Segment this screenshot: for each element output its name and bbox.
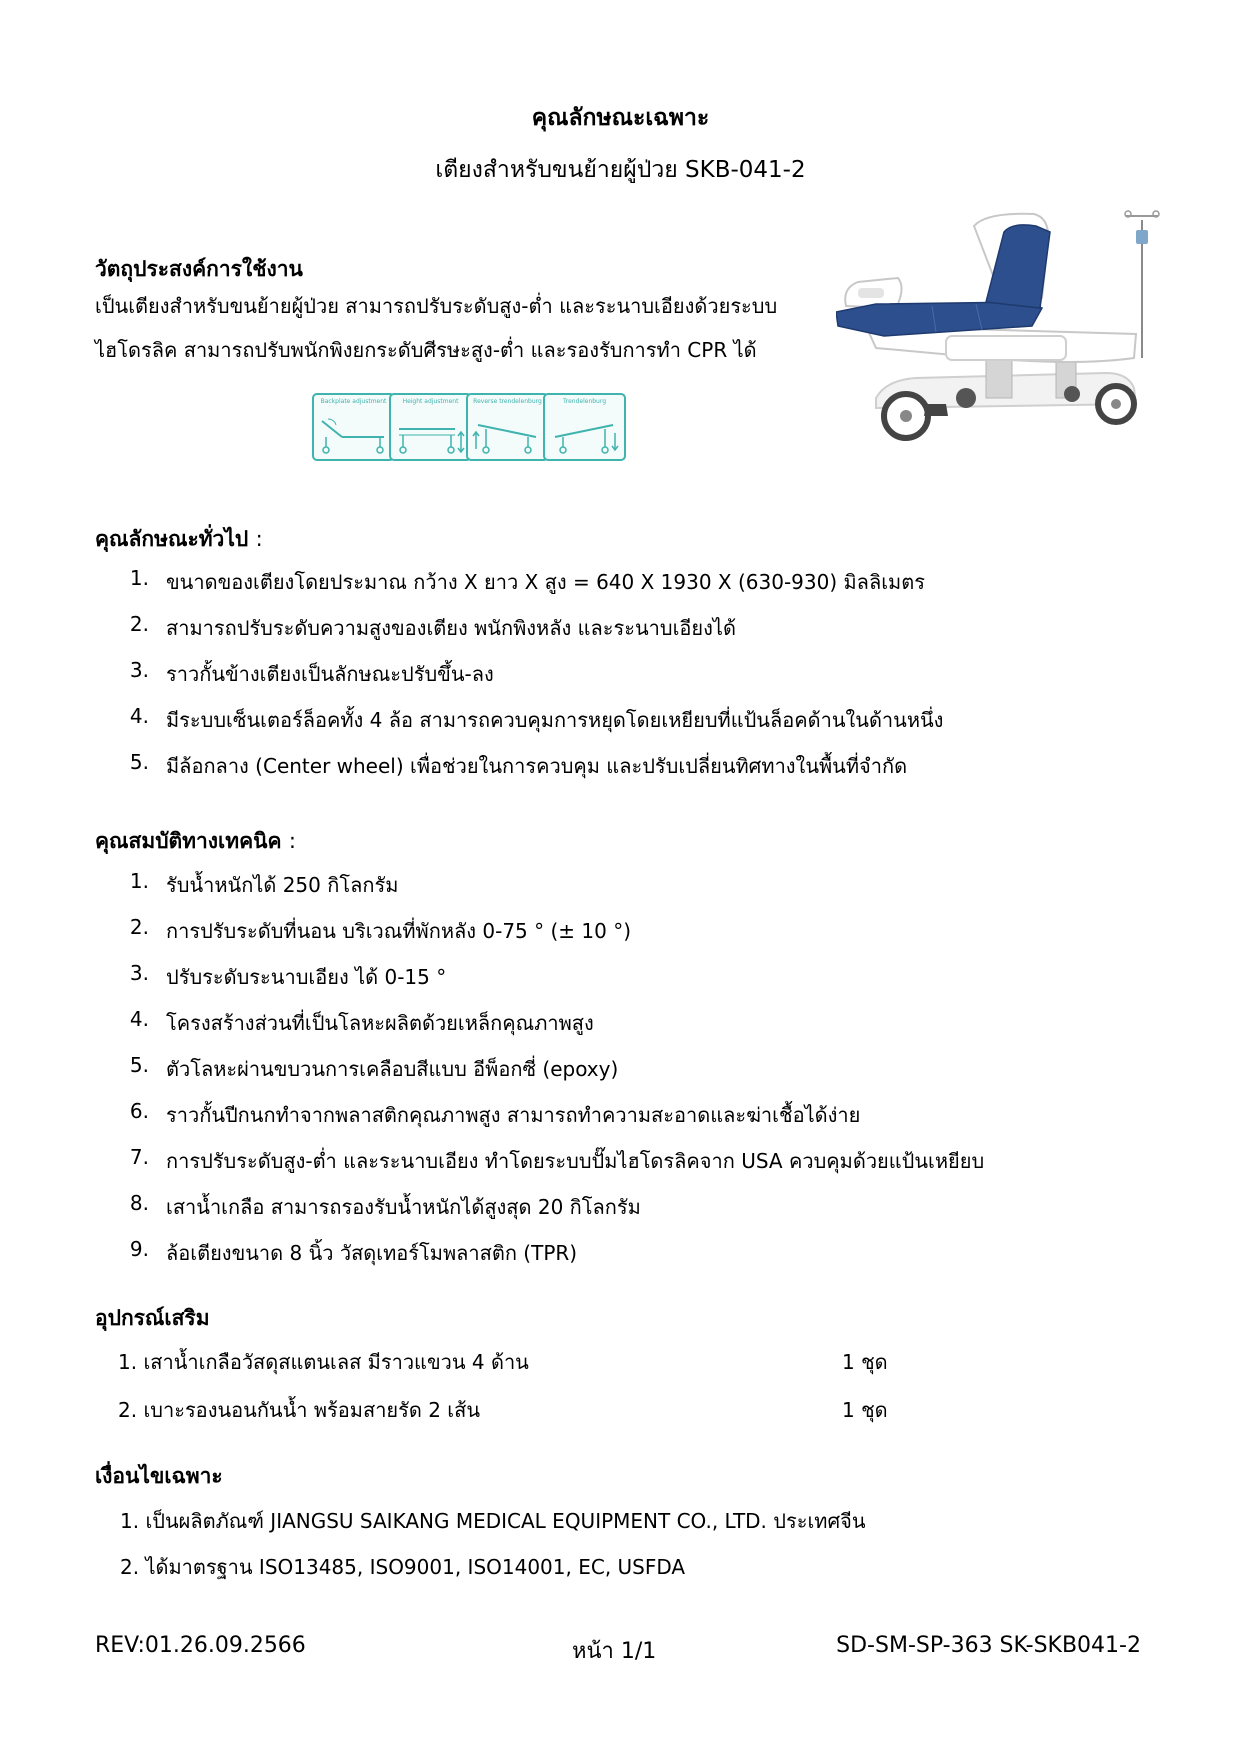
trendelenburg-icon [543, 393, 626, 461]
accessories-heading: อุปกรณ์เสริม [95, 1306, 210, 1330]
purpose-line-1: เป็นเตียงสำหรับขนย้ายผู้ป่วย สามารถปรับระดับสูง-ต่ำ และระนาบเอียงด้วยระบบ [95, 294, 778, 318]
revision-code: REV:01.26.09.2566 [95, 1633, 306, 1658]
list-item: 2. ได้มาตรฐาน ISO13485, ISO9001, ISO14001, EC, USFDA [120, 1555, 686, 1579]
general-list: 1. ขนาดของเตียงโดยประมาณ กว้าง X ยาว X สูง = 640 X 1930 X (630-930) มิลลิเมตร 2. สามารถปรับระดับความสูงของเตียง พนักพิงหลัง และระนาบเอียงได้ 3. ราวกั้นข้างเตียงเป็นลักษณะปรับขึ้น-ลง 4. มีระบบเซ็นเตอร์ล็อคทั้ง 4 ล้อ สามารถควบคุมการหยุดโดยเหยียบที่แป้นล็อคด้านในด้านหนึ่ง 5. มีล้อกลาง (Center wheel) เพื่อช่วยในการควบคุม และปรับเปลี่ยนทิศทางในพื้นที่จำกัด [129, 566, 944, 778]
general-heading-text: คุณลักษณะทั่วไป [95, 527, 249, 551]
page-number: หน้า 1/1 [572, 1639, 657, 1664]
product-subtitle: เตียงสำหรับขนย้ายผู้ป่วย SKB-041-2 [435, 157, 806, 183]
trendelenburg-label: Trendelenburg [562, 398, 607, 405]
technical-heading-text: คุณสมบัติทางเทคนิค [95, 829, 282, 853]
page-title: คุณลักษณะเฉพาะ [531, 105, 710, 131]
technical-heading-colon: : [288, 829, 296, 853]
list-item: 2. เบาะรองนอนกันน้ำ พร้อมสายรัด 2 เส้น 1 ชุด [118, 1398, 888, 1422]
general-heading-colon: : [255, 527, 263, 551]
feature-icons-row [312, 393, 612, 461]
purpose-heading: วัตถุประสงค์การใช้งาน [95, 257, 303, 281]
patient-stretcher-illustration [836, 208, 1186, 486]
technical-heading [95, 825, 296, 858]
conditions-heading: เงื่อนไขเฉพาะ [95, 1464, 223, 1488]
technical-list: 1. รับน้ำหนักได้ 250 กิโลกรัม 2. การปรับระดับที่นอน บริเวณที่พักหลัง 0-75 ° (± 10 °) 3. ปรับระดับระนาบเอียง ได้ 0-15 ° 4. โครงสร้างส่วนที่เป็นโลหะผลิตด้วยเหล็กคุณภาพสูง 5. ตัวโลหะผ่านขบวนการเคลือบสีแบบ อีพ็อกซี่ (epoxy) 6. ราวกั้นปีกนกทำจากพลาสติกคุณภาพสูง สามารถทำความสะอาดและฆ่าเชื้อได้ง่าย 7. การปรับระดับสูง-ต่ำ และระนาบเอียง ทำโดยระบบปั๊มไฮโดรลิคจาก USA ควบคุมด้วยแป้นเหยียบ 8. เสาน้ำเกลือ สามารถรองรับน้ำหนักได้สูงสุด 20 กิโลกรัม 9. ล้อเตียงขนาด 8 นิ้ว วัสดุเทอร์โมพลาสติก (TPR) [129, 869, 985, 1265]
list-item: 1. เป็นผลิตภัณฑ์ JIANGSU SAIKANG MEDICAL EQUIPMENT CO., LTD. ประเทศจีน [120, 1509, 866, 1533]
backplate-adjustment-icon [312, 393, 395, 461]
document-code: SD-SM-SP-363 SK-SKB041-2 [836, 1633, 1141, 1658]
purpose-text [95, 284, 777, 372]
general-heading [95, 523, 263, 556]
reverse-trendelenburg-label: Reverse trendelenburg [473, 398, 542, 405]
height-adjustment-label: Height adjustment [402, 398, 459, 405]
accessories-list [118, 1346, 1018, 1436]
purpose-line-2: ไฮโดรลิค สามารถปรับพนักพิงยกระดับศีรษะสูง-ต่ำ และรองรับการทำ CPR ได้ [95, 338, 757, 362]
height-adjustment-icon [389, 393, 472, 461]
reverse-trendelenburg-icon [466, 393, 549, 461]
backplate-adjustment-label: Backplate adjustment [320, 398, 387, 405]
conditions-list [120, 1505, 1120, 1595]
list-item: 1. เสาน้ำเกลือวัสดุสแตนเลส มีราวแขวน 4 ด้าน 1 ชุด [118, 1350, 888, 1374]
